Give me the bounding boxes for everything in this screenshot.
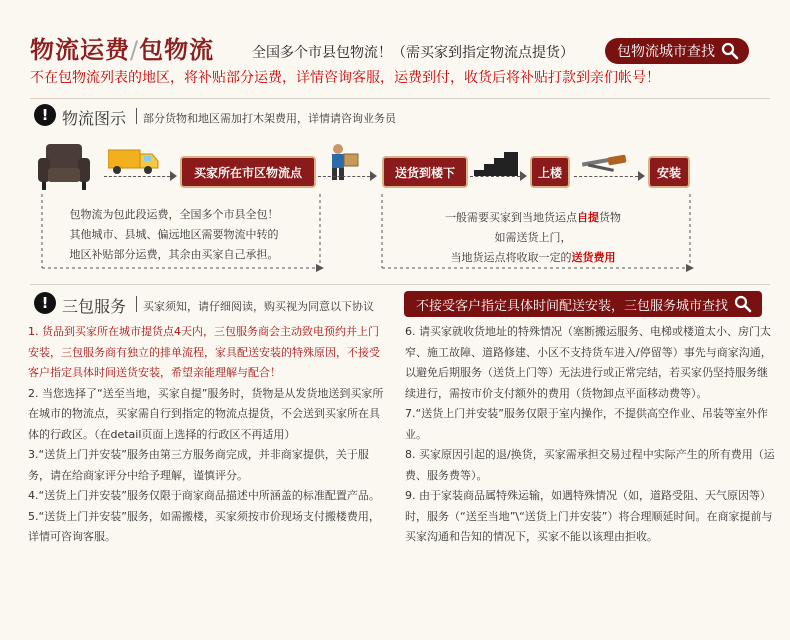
logistics-title: 物流图示 [62, 109, 127, 128]
note-text: 货物 [599, 211, 621, 224]
alert-icon: ! [34, 292, 56, 314]
step-install: 安装 [648, 156, 690, 188]
search-icon [734, 295, 752, 313]
note-text: 一般需要买家到当地货运点 [445, 211, 577, 224]
title-part-a: 物流运费 [30, 36, 130, 64]
divider [30, 284, 770, 285]
free-shipping-note [44, 205, 304, 265]
delivery-fee-highlight: 送货费用 [571, 251, 616, 264]
stairs-icon [474, 150, 518, 176]
term-item: 8. 买家原因引起的退/换货，买家需承担交易过程中实际产生的所有费用（运费、服务费等）。 [405, 448, 775, 482]
header-subtitle: 全国多个市县包物流！（需买家到指定物流点提货） [252, 45, 574, 61]
service-title: 三包服务 [62, 297, 127, 316]
tools-icon [580, 150, 630, 174]
arrow-icon [170, 171, 177, 181]
term-item: 4.“送货上门并安装”服务仅限于商家商品描述中所涵盖的标准配置产品。 [28, 489, 380, 502]
separator [136, 296, 137, 312]
note-text: 当地货运点将收取一定的 [450, 251, 572, 264]
search-icon [721, 42, 739, 60]
self-pickup-note [398, 208, 668, 268]
city-search-label: 包物流城市查找 [617, 44, 715, 60]
flow-line [318, 176, 370, 177]
flow-line [104, 176, 170, 177]
divider [30, 98, 770, 99]
term-item: 1. 货品到买家所在城市提货点4天内，三包服务商会主动致电预约并上门安装，三包服务商有独立的排单流程，家具配送安装的特殊原因，不接受客户指定具体时间送货安装，希望亲能理解与配合！ [28, 325, 380, 379]
note-line: 地区补贴部分运费，其余由买家自己承担。 [69, 248, 279, 261]
flow-line [574, 176, 638, 177]
service-city-search-button[interactable] [404, 291, 762, 317]
step-logistics-point: 买家所在市区物流点 [180, 156, 316, 188]
subsidy-notice: 不在包物流列表的地区，将补贴部分运费，详情咨询客服，运费到付，收货后将补贴打款到亲们帐号！ [30, 70, 660, 86]
service-city-label: 不接受客户指定具体时间配送安装，三包服务城市查找 [416, 298, 729, 314]
arrow-icon [370, 171, 377, 181]
note-line: 如需送货上门， [494, 231, 572, 244]
page-title: 物流运费/包物流 [30, 36, 215, 64]
logistics-city-search-button[interactable] [605, 38, 749, 64]
arrow-icon [520, 171, 527, 181]
note-line: 其他城市、县城、偏远地区需要物流中转的 [69, 228, 279, 241]
service-terms-right [405, 322, 775, 548]
arrow-icon [638, 171, 645, 181]
note-line [398, 208, 668, 228]
note-line: 包物流为包此段运费，全国多个市县全包！ [69, 208, 279, 221]
self-pickup-highlight: 自提 [577, 211, 599, 224]
step-upstairs: 上楼 [530, 156, 570, 188]
note-line [398, 248, 668, 268]
separator [136, 108, 137, 124]
alert-icon: ! [34, 104, 56, 126]
term-item: 3.“送货上门并安装”服务由第三方服务商完成，并非商家提供，关于服务，请在给商家评分中给予理解，谨慎评分。 [28, 448, 369, 482]
term-item: 6. 请买家就收货地址的特殊情况（塞断搬运服务、电梯或楼道太小、房门太窄、施工故障、道路修建、小区不支持货车进入/停留等）事先与商家沟通，以避免后期服务（送货上门等）无法进行或正常完结，若买家仍坚持服务继续进行，需按市价支付额外的费用（货物卸点平面移动费等）。 [405, 325, 772, 400]
term-item: 7.“送货上门并安装”服务仅限于室内操作，不提供高空作业、吊装等室外作业。 [405, 407, 768, 441]
logistics-note: 部分货物和地区需加打木架费用，详情请咨询业务员 [143, 112, 396, 125]
service-terms-left [28, 322, 386, 548]
term-item: 2. 当您选择了“送至当地，买家自提”服务时，货物是从发货地送到买家所在城市的物流点，买家需自行到指定的物流点提货，不会送到买家所在具体的行政区。（在detail页面上选择的行政区不再适用） [28, 386, 384, 441]
service-note: 买家须知，请仔细阅读，购买视为同意以下协议 [143, 300, 374, 313]
term-item: 5.“送货上门并安装”服务，如需搬楼，买家须按市价现场支付搬楼费用，详情可咨询客服。 [28, 509, 380, 543]
truck-icon [108, 148, 160, 176]
step-deliver-downstairs: 送货到楼下 [382, 156, 468, 188]
term-item: 9. 由于家装商品属特殊运输，如遇特殊情况（如，道路受阻、天气原因等）时，服务（“送至当地”\“送货上门并安装”）将合理顺延时间。在商家提前与买家沟通和告知的情况下，买家不能以该理由拒收。 [405, 489, 773, 543]
title-part-b: 包物流 [139, 36, 215, 64]
flow-line [470, 176, 520, 177]
sofa-icon [36, 140, 92, 194]
